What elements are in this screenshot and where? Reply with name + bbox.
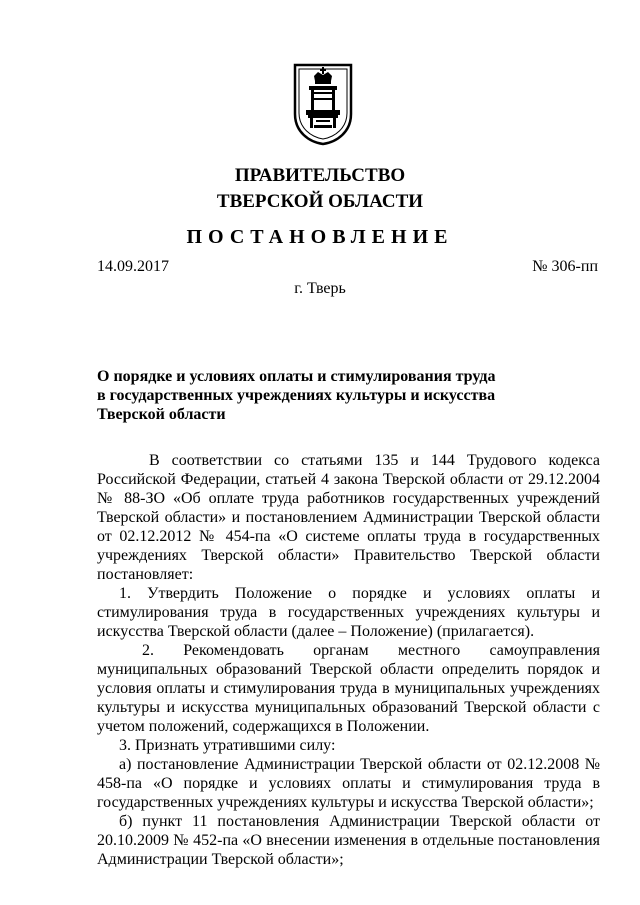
body-paragraph-3: 3. Признать утратившими силу: [119, 737, 336, 754]
subject-line: в государственных учреждениях культуры и искусства [97, 387, 496, 404]
body-paragraph-1: 1. Утвердить Положение о порядке и условиях оплаты и стимулирования труда в государственных учреждениях культуры и искусства Тверской области (далее – Положение) (прилагается). [97, 585, 600, 640]
body-paragraph-3a: а) постановление Администрации Тверской области от 02.12.2008 № 458-па «О порядке и условиях оплаты и стимулирования труда в государственных учреждениях культуры и искусства Тверской области»; [97, 756, 600, 811]
body-paragraph-2: 2. Рекомендовать органам местного самоуправления муниципальных образований Тверской области определить порядок и условия оплаты и стимулирования труда в муниципальных учреждениях культуры и искусства муниципальных образований Тверской области с учетом положений, содержащихся в Положении. [97, 642, 600, 735]
document-body [97, 451, 600, 869]
document-city: г. Тверь [294, 280, 346, 297]
body-paragraph-preamble: В соответствии со статьями 135 и 144 Трудового кодекса Российской Федерации, статьей 4 закона Тверской области от 29.12.2004 № 88-ЗО «Об оплате труда работников государственных учреждений Тверской области» и постановлением Администрации Тверской области от 02.12.2012 № 454-па «О системе оплаты труда в государственных учреждениях Тверской области» Правительство Тверской области постановляет: [97, 452, 600, 583]
subject-line: О порядке и условиях оплаты и стимулирования труда [97, 368, 496, 385]
document-type: ПОСТАНОВЛЕНИЕ [186, 226, 454, 248]
document-date: 14.09.2017 [97, 258, 169, 275]
government-name-line2: ТВЕРСКОЙ ОБЛАСТИ [216, 191, 424, 212]
document-subject [97, 367, 517, 424]
tver-coat-of-arms-icon [292, 62, 354, 146]
document-number: № 306-пп [532, 258, 598, 275]
subject-line: Тверской области [97, 406, 226, 423]
government-name-line1: ПРАВИТЕЛЬСТВО [234, 165, 406, 186]
body-paragraph-3b: б) пункт 11 постановления Администрации Тверской области от 20.10.2009 № 452-па «О внесении изменения в отдельные постановления Администрации Тверской области»; [97, 813, 600, 868]
